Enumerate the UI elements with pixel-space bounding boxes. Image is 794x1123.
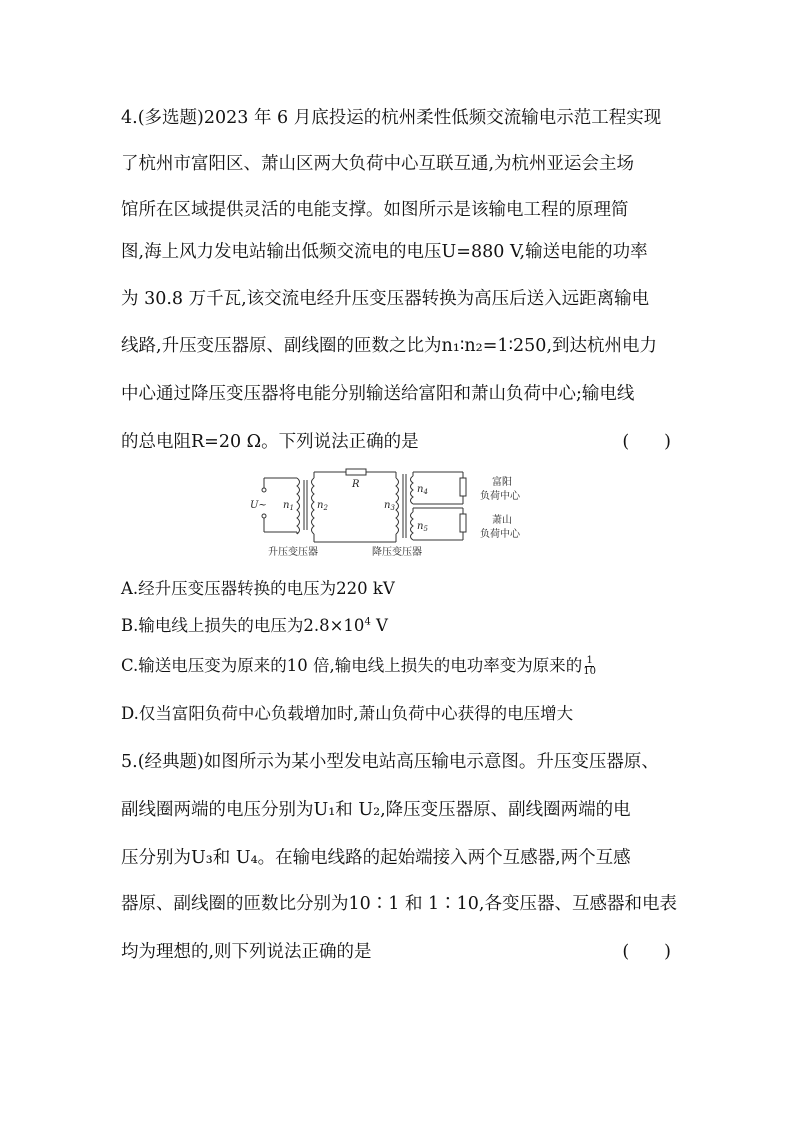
q5-line-3: 压分别为U₃和 U₄。在输电线路的起始端接入两个互感器,两个互感: [121, 848, 631, 868]
load1-label-line1: 富阳: [492, 477, 512, 488]
source-label: U~: [250, 500, 267, 511]
q4-line-1: 4.(多选题)2023 年 6 月底投运的杭州柔性低频交流输电示范工程实现: [121, 108, 662, 128]
option-a[interactable]: A.经升压变压器转换的电压为220 kV: [121, 579, 395, 598]
q5-line-2: 副线圈两端的电压分别为U₁和 U₂,降压变压器原、副线圈两端的电: [121, 800, 631, 820]
q5-answer-bracket: ( ): [622, 942, 671, 962]
resistor-label: R: [352, 479, 360, 490]
n4-subscript: 4: [423, 488, 428, 496]
svg-text:n5: [417, 521, 428, 533]
svg-text:n2: [317, 500, 328, 512]
option-d[interactable]: D.仅当富阳负荷中心负载增加时,萧山负荷中心获得的电压增大: [121, 704, 574, 723]
caption-step-down: 降压变压器: [372, 547, 422, 558]
q4-line-7: 中心通过降压变压器将电能分别输送给富阳和萧山负荷中心;输电线: [121, 384, 635, 404]
load2-label-line1: 萧山: [492, 515, 512, 526]
svg-text:n1: [283, 500, 294, 512]
load2-label-line2: 负荷中心: [480, 529, 520, 540]
q4-line-5: 为 30.8 万千瓦,该交流电经升压变压器转换为高压后送入远距离输电: [121, 289, 650, 309]
option-c[interactable]: [121, 652, 596, 677]
caption-step-up: 升压变压器: [268, 547, 318, 558]
transmission-circuit-diagram: [250, 468, 550, 560]
n1-label: n: [283, 500, 290, 511]
q4-line-4: 图,海上风力发电站输出低频交流电的电压U=880 V,输送电能的功率: [121, 242, 648, 262]
load-xiaoshan: [460, 514, 466, 532]
q4-line-2: 了杭州市富阳区、萧山区两大负荷中心互联互通,为杭州亚运会主场: [121, 154, 635, 174]
n2-label: n: [317, 500, 324, 511]
q4-line-8: 的总电阻R=20 Ω。下列说法正确的是: [121, 432, 419, 452]
option-b-unit: V: [370, 616, 388, 635]
source-terminal-bottom: [262, 514, 266, 518]
q4-line-6: 线路,升压变压器原、副线圈的匝数之比为n₁∶n₂=1∶250,到达杭州电力: [121, 336, 658, 356]
n2-subscript: 2: [323, 504, 328, 512]
n3-label: n: [384, 500, 391, 511]
n4-label: n: [417, 484, 424, 495]
q4-line-3: 馆所在区域提供灵活的电能支撑。如图所示是该输电工程的原理简: [121, 200, 629, 220]
n1-subscript: 1: [289, 504, 294, 512]
step-up-primary-coil: [297, 478, 300, 534]
q5-line-4: 器原、副线圈的匝数比分别为10∶1 和 1∶10,各变压器、互感器和电表: [121, 894, 677, 914]
fraction-numerator: 1: [586, 655, 593, 666]
q5-line-5: 均为理想的,则下列说法正确的是: [121, 942, 372, 962]
load1-label-line2: 负荷中心: [480, 491, 520, 502]
svg-text:n4: [417, 484, 428, 496]
option-c-text: C.输送电压变为原来的10 倍,输电线上损失的电功率变为原来的: [121, 656, 583, 675]
option-b-text: B.输电线上损失的电压为2.8×10: [121, 616, 365, 635]
svg-text:n3: [384, 500, 395, 512]
option-b-exponent: 4: [364, 616, 371, 628]
option-b[interactable]: [121, 612, 388, 636]
source-terminal-top: [262, 488, 266, 492]
q5-line-1: 5.(经典题)如图所示为某小型发电站高压输电示意图。升压变压器原、: [121, 752, 659, 772]
q4-answer-bracket: ( ): [622, 432, 671, 452]
step-down-secondary-coil-n4: [411, 476, 414, 504]
step-down-primary-coil: [396, 478, 399, 534]
step-up-secondary-coil: [312, 478, 315, 534]
n5-label: n: [417, 521, 424, 532]
step-down-secondary-coil-n5: [411, 512, 414, 540]
load-fuyang: [460, 478, 466, 496]
resistor-r: [346, 469, 366, 475]
fraction-denominator: 10: [583, 666, 597, 677]
n3-subscript: 3: [390, 504, 395, 512]
option-c-fraction: [583, 656, 596, 677]
n5-subscript: 5: [423, 525, 428, 533]
